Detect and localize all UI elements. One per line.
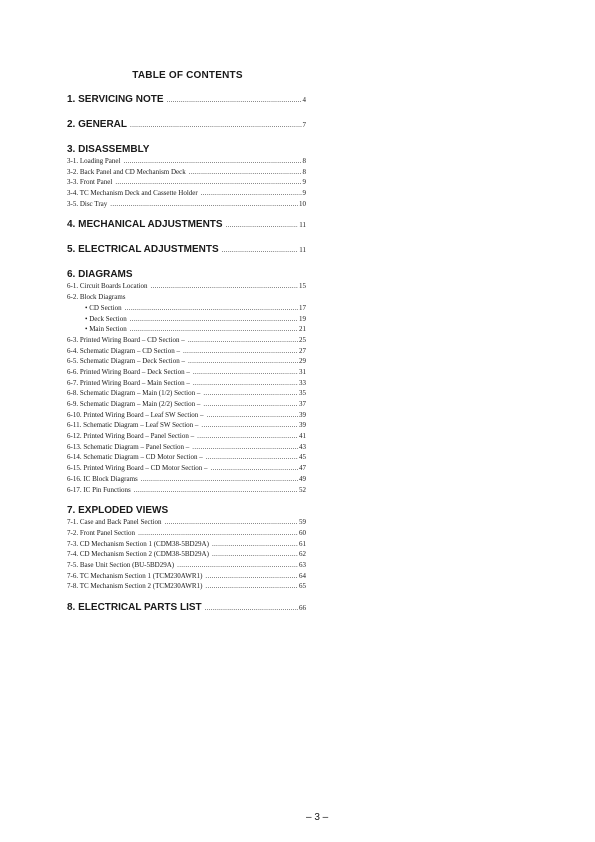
toc-entry: [67, 581, 306, 592]
entry-label: 3-4. TC Mechanism Deck and Cassette Holder: [67, 189, 198, 198]
entry-label: • Main Section: [85, 325, 127, 334]
toc-entry: [67, 188, 306, 199]
entry-label: 6-10. Printed Wiring Board – Leaf SW Section –: [67, 410, 204, 419]
entry-page-number: 35: [299, 389, 306, 398]
entry-page-number: 19: [299, 314, 306, 323]
toc-entry: [67, 431, 306, 442]
dot-leader: [222, 246, 299, 254]
toc-entry: [67, 167, 306, 178]
section-heading: [67, 219, 306, 230]
entry-label: 6-11. Schematic Diagram – Leaf SW Section –: [67, 421, 199, 430]
entry-page-number: 41: [299, 432, 306, 441]
dot-leader: [226, 221, 299, 229]
toc-entry: [67, 303, 306, 314]
toc-entry: [67, 156, 306, 167]
entry-page-number: 65: [299, 582, 306, 591]
section-heading: [67, 94, 306, 105]
toc-entry: [67, 399, 306, 410]
section-entries: [67, 156, 306, 209]
entry-page-number: 59: [299, 518, 306, 527]
toc-entry: [67, 474, 306, 485]
entry-page-number: 8: [302, 157, 306, 165]
entry-page-number: 49: [299, 474, 306, 483]
entry-page-number: 64: [299, 571, 306, 580]
entry-label: • Deck Section: [85, 314, 127, 323]
toc-entry: [67, 463, 306, 474]
toc-entry: [67, 517, 306, 528]
dot-leader: [201, 420, 298, 431]
toc-entry: [67, 335, 306, 346]
section-label: 8. ELECTRICAL PARTS LIST: [67, 602, 202, 613]
entry-page-number: 39: [299, 410, 306, 419]
entry-page-number: 17: [299, 303, 306, 312]
section-page-number: 66: [299, 604, 306, 612]
toc-entry: [67, 378, 306, 389]
entry-label: 7-2. Front Panel Section: [67, 528, 136, 537]
section-page-number: 11: [299, 246, 306, 255]
dot-leader: [206, 452, 298, 463]
entry-page-number: 27: [299, 346, 306, 355]
dot-leader: [201, 188, 302, 199]
dot-leader: [150, 281, 298, 292]
toc-entry: [67, 410, 306, 421]
toc-title: TABLE OF CONTENTS: [132, 70, 243, 81]
toc-entry: [67, 442, 306, 453]
section-heading: [67, 119, 306, 130]
entry-label: 6-17. IC Pin Functions: [67, 485, 131, 494]
section-page-number: 11: [299, 221, 306, 230]
entry-label: 3-5. Disc Tray: [67, 199, 108, 208]
entry-label: 7-6. TC Mechanism Section 1 (TCM230AWR1): [67, 571, 203, 580]
dot-leader: [193, 378, 298, 389]
table-of-contents: [67, 94, 306, 627]
toc-entry: [67, 177, 306, 188]
entry-page-number: 63: [299, 560, 306, 569]
section-label: 3. DISASSEMBLY: [67, 144, 150, 155]
toc-entry: [67, 199, 306, 210]
dot-leader: [203, 388, 298, 399]
entry-page-number: 43: [299, 442, 306, 451]
dot-leader: [130, 121, 301, 129]
toc-entry: [67, 452, 306, 463]
section-label: 2. GENERAL: [67, 119, 128, 130]
dot-leader: [125, 303, 298, 314]
toc-entry: [67, 549, 306, 560]
page-number-footer: – 3 –: [306, 812, 329, 823]
toc-entry: [67, 420, 306, 431]
section-page-number: 4: [302, 96, 306, 104]
entry-label: 7-4. CD Mechanism Section 2 (CDM38-5BD29A): [67, 550, 209, 559]
toc-entry: [67, 560, 306, 571]
dot-leader: [189, 167, 302, 178]
section-heading: [67, 144, 306, 155]
toc-entry: [67, 356, 306, 367]
entry-label: 6-4. Schematic Diagram – CD Section –: [67, 346, 180, 355]
dot-leader: [205, 604, 298, 612]
toc-entry: [67, 292, 306, 303]
entry-page-number: 29: [299, 357, 306, 366]
section-label: 1. SERVICING NOTE: [67, 94, 164, 105]
entry-label: 6-14. Schematic Diagram – CD Motor Section –: [67, 453, 203, 462]
dot-leader: [177, 560, 298, 571]
section-label: 7. EXPLODED VIEWS: [67, 505, 169, 517]
section-label: 4. MECHANICAL ADJUSTMENTS: [67, 219, 223, 231]
section-label: 5. ELECTRICAL ADJUSTMENTS: [67, 244, 219, 256]
toc-entry: [67, 528, 306, 539]
dot-leader: [141, 474, 298, 485]
entry-label: 6-5. Schematic Diagram – Deck Section –: [67, 357, 185, 366]
entry-label: 7-1. Case and Back Panel Section: [67, 518, 162, 527]
dot-leader: [164, 517, 298, 528]
section-heading: [67, 602, 306, 613]
dot-leader: [115, 177, 301, 188]
entry-page-number: 45: [299, 453, 306, 462]
dot-leader: [110, 199, 298, 210]
entry-page-number: 62: [299, 550, 306, 559]
dot-leader: [192, 442, 298, 453]
section-entries: [67, 517, 306, 592]
dot-leader: [205, 571, 298, 582]
dot-leader: [212, 539, 298, 550]
section-label: 6. DIAGRAMS: [67, 269, 133, 281]
entry-label: 6-6. Printed Wiring Board – Deck Section –: [67, 367, 190, 376]
dot-leader: [183, 346, 298, 357]
dot-leader: [211, 463, 298, 474]
toc-entry: [67, 571, 306, 582]
dot-leader: [167, 96, 302, 104]
dot-leader: [130, 314, 298, 325]
entry-label: 6-13. Schematic Diagram – Panel Section –: [67, 442, 190, 451]
dot-leader: [123, 156, 301, 167]
toc-entry: [67, 346, 306, 357]
toc-entry: [67, 388, 306, 399]
entry-page-number: 60: [299, 528, 306, 537]
dot-leader: [138, 528, 298, 539]
entry-label: 7-3. CD Mechanism Section 1 (CDM38-5BD29A): [67, 539, 209, 548]
entry-label: • CD Section: [85, 303, 122, 312]
dot-leader: [134, 485, 298, 496]
dot-leader: [188, 335, 298, 346]
entry-page-number: 21: [299, 325, 306, 334]
entry-page-number: 52: [299, 485, 306, 494]
section-page-number: 7: [302, 121, 306, 129]
toc-entry: [67, 539, 306, 550]
toc-entry: [67, 314, 306, 325]
entry-page-number: 47: [299, 464, 306, 473]
entry-page-number: 15: [299, 282, 306, 291]
entry-page-number: 31: [299, 367, 306, 376]
dot-leader: [188, 356, 298, 367]
toc-entry: [67, 281, 306, 292]
dot-leader: [197, 431, 298, 442]
entry-label: 6-7. Printed Wiring Board – Main Section –: [67, 378, 190, 387]
entry-page-number: 37: [299, 400, 306, 408]
entry-page-number: 61: [299, 539, 306, 548]
entry-label: 6-12. Printed Wiring Board – Panel Section –: [67, 432, 195, 441]
entry-page-number: 9: [302, 189, 306, 198]
section-heading: [67, 505, 306, 516]
dot-leader: [193, 367, 298, 378]
entry-page-number: 33: [299, 378, 306, 387]
toc-entry: [67, 485, 306, 496]
section-heading: [67, 269, 306, 280]
entry-label: 6-15. Printed Wiring Board – CD Motor Section –: [67, 464, 208, 473]
entry-page-number: 9: [302, 178, 306, 187]
section-heading: [67, 244, 306, 255]
dot-leader: [203, 399, 298, 410]
toc-entry: [67, 367, 306, 378]
entry-label: 7-8. TC Mechanism Section 2 (TCM230AWR1): [67, 582, 203, 591]
entry-label: 6-2. Block Diagrams: [67, 293, 126, 302]
entry-page-number: 8: [302, 167, 306, 176]
dot-leader: [205, 581, 298, 592]
toc-entry: [67, 324, 306, 335]
entry-label: 7-5. Base Unit Section (BU-5BD29A): [67, 560, 175, 569]
entry-label: 6-3. Printed Wiring Board – CD Section –: [67, 335, 185, 344]
entry-page-number: 39: [299, 421, 306, 430]
dot-leader: [212, 549, 298, 560]
entry-label: 6-16. IC Block Diagrams: [67, 474, 138, 483]
entry-label: 6-8. Schematic Diagram – Main (1/2) Section –: [67, 389, 201, 398]
entry-label: 6-1. Circuit Boards Location: [67, 282, 148, 291]
dot-leader: [207, 410, 298, 421]
entry-label: 3-2. Back Panel and CD Mechanism Deck: [67, 167, 186, 176]
entry-label: 6-9. Schematic Diagram – Main (2/2) Section –: [67, 400, 201, 408]
dot-leader: [130, 324, 298, 335]
entry-label: 3-1. Loading Panel: [67, 157, 121, 165]
entry-page-number: 10: [299, 199, 306, 208]
entry-page-number: 25: [299, 335, 306, 344]
section-entries: [67, 281, 306, 495]
entry-label: 3-3. Front Panel: [67, 178, 113, 187]
